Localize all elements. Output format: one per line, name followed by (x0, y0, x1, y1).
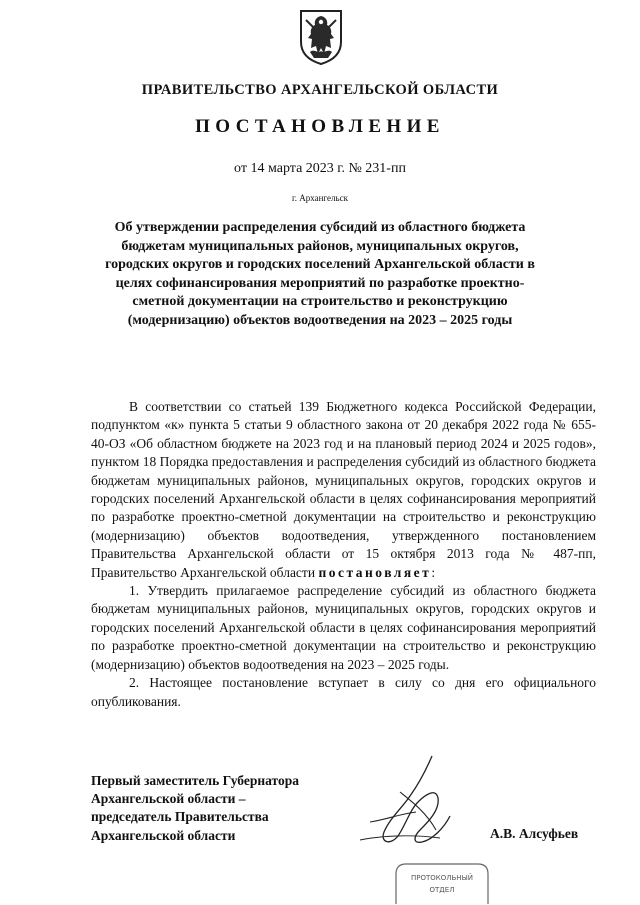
signatory-title-line-3: председатель Правительства (91, 809, 269, 825)
stamp-line-2: ОТДЕЛ (429, 886, 455, 894)
document-body (91, 398, 596, 711)
signatory-title (91, 772, 351, 845)
signatory-name: А.В. Алсуфьев (490, 826, 579, 841)
item-1-paragraph: 1. Утвердить прилагаемое распределение субсидий из областного бюджета бюджетам муниципальных районов, муниципальных округов, городских округов и городских поселений Архангельской области в целях софинансирования мероприятий по разработке проектно-сметной документации на строительство и реконструкцию (модернизацию) объектов водоотведения на 2023 – 2025 годы. (91, 583, 596, 672)
document-city: г. Архангельск (292, 193, 348, 203)
preamble-text: В соответствии со статьей 139 Бюджетного кодекса Российской Федерации, подпунктом «к» пункта 5 статьи 9 областного закона от 20 декабря 2022 года № 655-40-ОЗ «Об областном бюджете на 2023 год и на плановый период 2024 и 2025 годов», пунктом 18 Порядка предоставления и распределения субсидий из областного бюджета бюджетам муниципальных районов, муниципальных округов, городских округов и городских поселений Архангельской области в целях софинансирования мероприятий по разработке проектно-сметной документации на строительство и реконструкцию (модернизацию) объектов водоотведения, утвержденного постановлением Правительства Архангельской области от 15 октября 2013 года № 487-пп, Правительство Архангельской области (91, 399, 596, 580)
document-subject: Об утверждении распределения субсидий из областного бюджета бюджетам муниципальных районов, муниципальных округов, городских округов и городских поселений Архангельской области в целях софинансирования мероприятий по разработке проектно-сметной документации на строительство и реконструкцию (модернизацию) объектов водоотведения на 2023 – 2025 годы (105, 220, 535, 328)
stamp-line-1: ПРОТОКОЛЬНЫЙ (410, 874, 474, 882)
document-type: ПОСТАНОВЛЕНИЕ (195, 116, 445, 137)
item-2-paragraph: 2. Настоящее постановление вступает в силу со дня его официального опубликования. (91, 675, 596, 709)
signatory-title-line-2: Архангельской области – (91, 791, 246, 807)
document-date-number: от 14 марта 2023 г. № 231-пп (234, 161, 406, 176)
preamble-paragraph (91, 398, 596, 582)
signatory-title-line-1: Первый заместитель Губернатора (91, 773, 299, 788)
handwritten-signature (340, 752, 470, 852)
resolves-colon: : (431, 564, 436, 580)
resolves-word: постановляет (318, 564, 432, 580)
government-title: ПРАВИТЕЛЬСТВО АРХАНГЕЛЬСКОЙ ОБЛАСТИ (141, 82, 499, 98)
protocol-department-stamp (392, 860, 492, 905)
arkhangelsk-coat-of-arms-icon (298, 8, 344, 66)
signatory-title-line-4: Архангельской области (91, 827, 236, 843)
